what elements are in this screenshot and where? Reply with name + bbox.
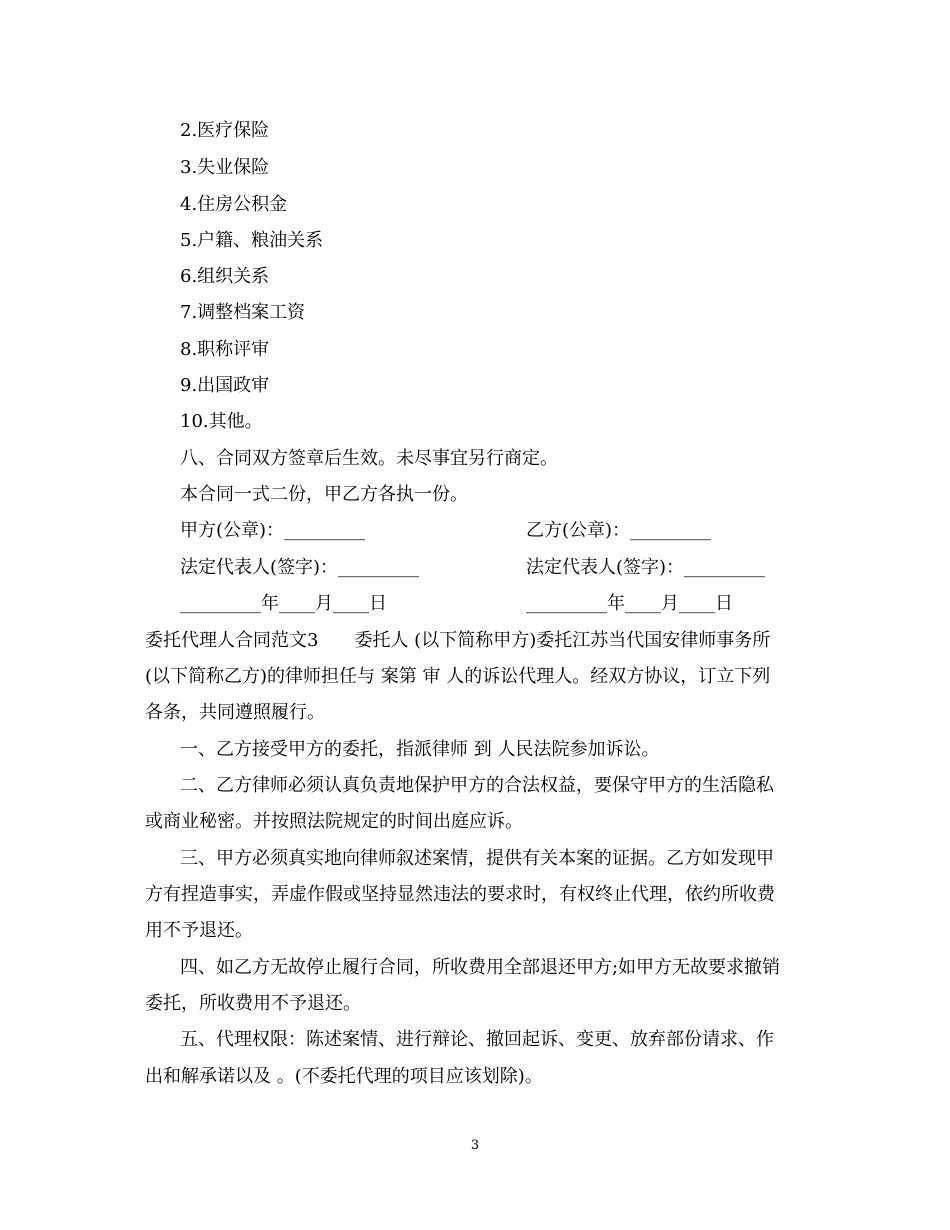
contract3-intro-line-2: (以下简称乙方)的律师担任与 案第 审 人的诉讼代理人。经双方协议，订立下列 <box>145 666 771 687</box>
list-item-title-review: 8.职称评审 <box>180 339 270 360</box>
contract3-clause-1: 一、乙方接受甲方的委托，指派律师 到 人民法院参加诉讼。 <box>180 739 660 760</box>
contract3-clause-2-line-2: 或商业秘密。并按照法院规定的时间出庭应诉。 <box>145 811 523 832</box>
list-item-organization: 6.组织关系 <box>180 266 270 287</box>
list-item-political-review: 9.出国政审 <box>180 375 270 396</box>
list-item-unemployment-insurance: 3.失业保险 <box>180 157 270 178</box>
list-item-medical-insurance: 2.医疗保险 <box>180 120 270 141</box>
contract3-clause-4-line-2: 委托，所收费用不予退还。 <box>145 993 361 1014</box>
list-item-other: 10.其他。 <box>180 411 263 432</box>
contract3-clause-3-line-2: 方有捏造事实，弄虚作假或坚持显然违法的要求时，有权终止代理，依约所收费 <box>145 884 775 905</box>
contract3-clause-5-line-2: 出和解承诺以及 。(不委托代理的项目应该划除)。 <box>145 1066 543 1087</box>
contract3-clause-3-line-1: 三、甲方必须真实地向律师叙述案情，提供有关本案的证据。乙方如发现甲 <box>180 848 774 869</box>
clause-8: 八、合同双方签章后生效。未尽事宜另行商定。 <box>180 448 558 469</box>
party-b-representative: 法定代表人(签字)：_________ <box>526 557 766 578</box>
list-item-salary-adjustment: 7.调整档案工资 <box>180 302 306 323</box>
contract3-intro-line-1: 委托代理人合同范文3 委托人 (以下简称甲方)委托江苏当代国安律师事务所 <box>145 630 771 651</box>
contract3-clause-5-line-1: 五、代理权限：陈述案情、进行辩论、撤回起诉、变更、放弃部份请求、作 <box>180 1029 774 1050</box>
contract3-intro-line-3: 各条，共同遵照履行。 <box>145 702 325 723</box>
list-item-household-registration: 5.户籍、粮油关系 <box>180 230 324 251</box>
party-a-date: _________年____月____日 <box>180 593 387 614</box>
copies-statement: 本合同一式二份，甲乙方各执一份。 <box>180 484 468 505</box>
contract3-clause-4-line-1: 四、如乙方无故停止履行合同，所收费用全部退还甲方;如甲方无故要求撤销 <box>180 957 781 978</box>
contract3-clause-3-line-3: 用不予退还。 <box>145 920 253 941</box>
party-a-representative: 法定代表人(签字)：_________ <box>180 557 420 578</box>
party-b-date: _________年____月____日 <box>526 593 733 614</box>
party-a-seal: 甲方(公章)：_________ <box>180 520 366 541</box>
list-item-housing-fund: 4.住房公积金 <box>180 194 288 215</box>
contract3-clause-2-line-1: 二、乙方律师必须认真负责地保护甲方的合法权益，要保守甲方的生活隐私 <box>180 775 774 796</box>
page-number: 3 <box>470 1138 480 1153</box>
party-b-seal: 乙方(公章)：_________ <box>526 520 712 541</box>
